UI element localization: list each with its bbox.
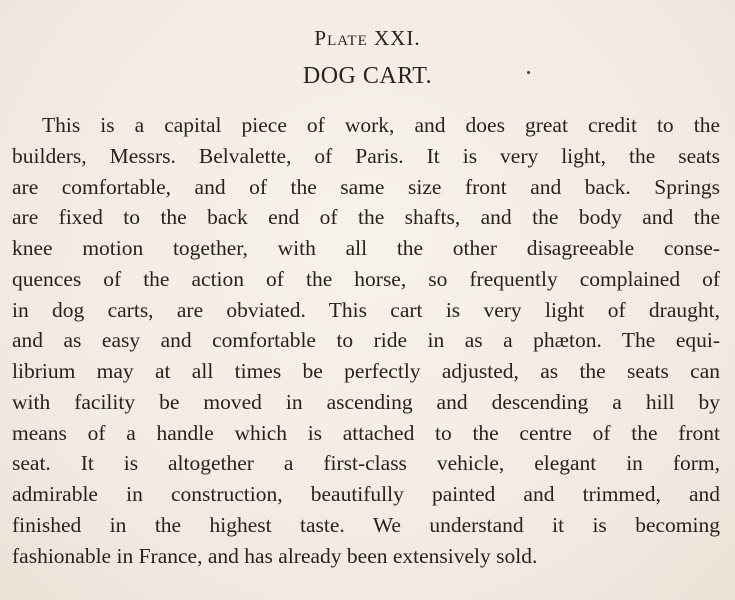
text-line: are comfortable, and of the same size front and back. Springs	[12, 174, 720, 199]
text-line: builders, Messrs. Belvalette, of Paris. It is very light, the seats	[12, 143, 720, 168]
text-line: This is a capital piece of work, and does great credit to the	[42, 113, 720, 137]
text-line: seat. It is altogether a first-class vehicle, elegant in form,	[12, 451, 720, 476]
text-line: fashionable in France, and has already been extensively sold.	[12, 543, 538, 568]
text-line: admirable in construction, beautifully painted and trimmed, and	[12, 482, 720, 506]
text-line: means of a handle which is attached to the centre of the front	[12, 420, 720, 445]
text-line: knee motion together, with all the other disagreeable conse-	[12, 236, 720, 260]
text-line: with facility be moved in ascending and descending a hill by	[12, 389, 720, 414]
ink-speck	[527, 71, 530, 74]
text-line: quences of the action of the horse, so frequently complained of	[12, 266, 720, 291]
text-line: finished in the highest taste. We understand it is becoming	[12, 512, 720, 537]
text-line: librium may at all times be perfectly adjusted, as the seats can	[12, 359, 720, 383]
text-line: are fixed to the back end of the shafts, and the body and the	[12, 205, 720, 230]
page-title: DOG CART.	[302, 63, 433, 89]
body-paragraph	[12, 110, 720, 571]
text-line: in dog carts, are obviated. This cart is very light of draught,	[12, 297, 720, 322]
plate-heading: Plate XXI.	[314, 26, 421, 50]
text-line: and as easy and comfortable to ride in as a phæton. The equi-	[12, 328, 720, 353]
